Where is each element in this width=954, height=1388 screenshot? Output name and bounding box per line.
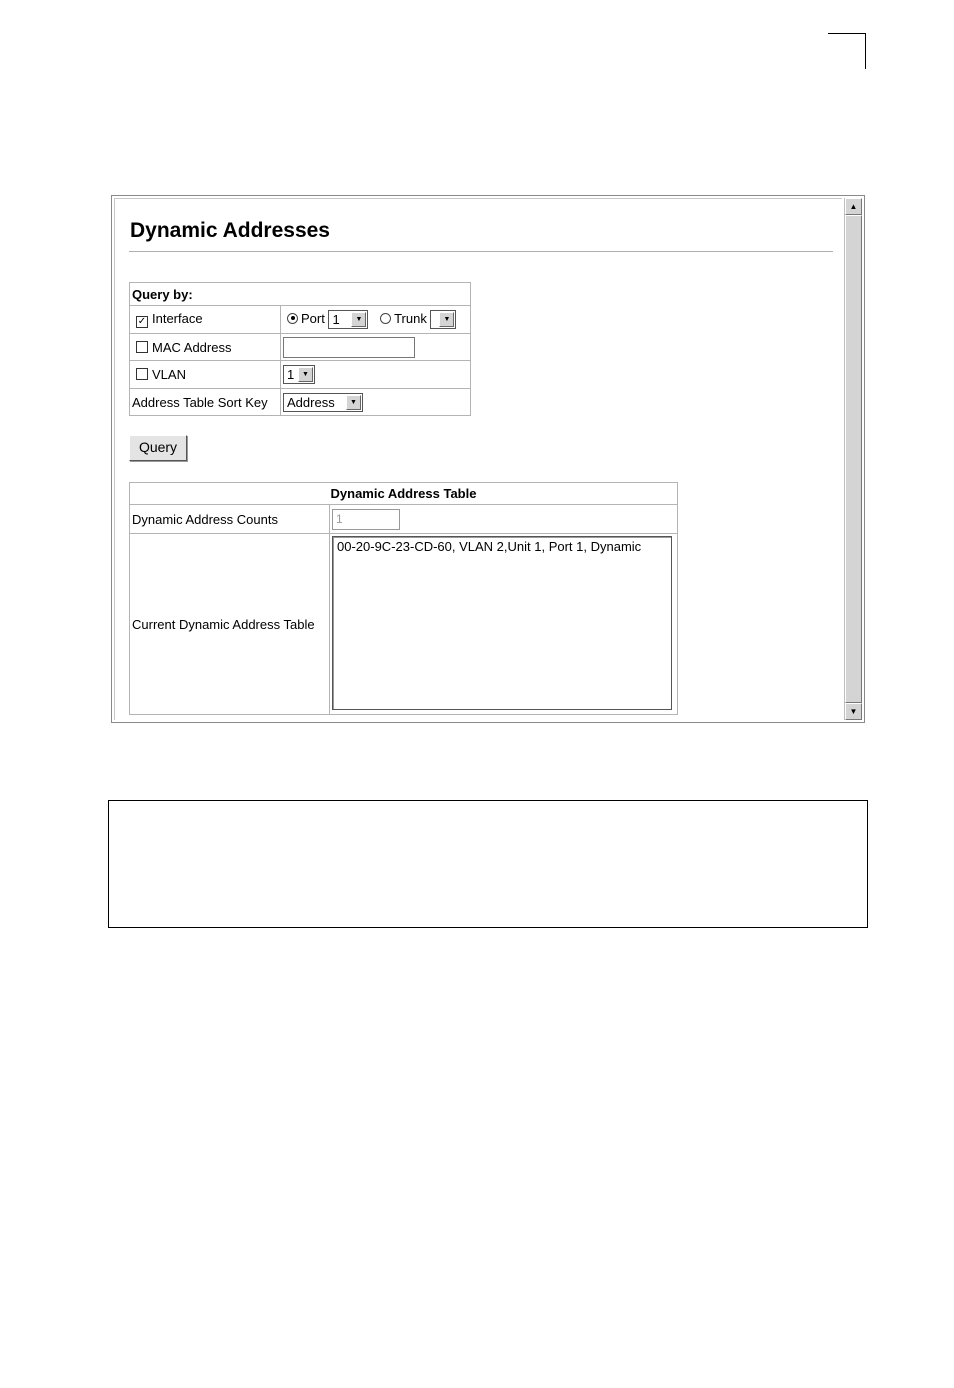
query-by-header: Query by:: [130, 283, 471, 306]
sort-key-label: Address Table Sort Key: [130, 389, 281, 416]
dynamic-address-table-header: Dynamic Address Table: [130, 483, 678, 505]
port-label: Port: [301, 310, 325, 326]
query-button[interactable]: Query: [129, 435, 187, 461]
mac-address-label: MAC Address: [152, 339, 232, 355]
port-select-value: 1: [332, 312, 340, 327]
dynamic-address-table: [129, 482, 678, 715]
chevron-down-icon: ▼: [346, 395, 361, 410]
address-listbox[interactable]: [332, 536, 672, 710]
vlan-checkbox[interactable]: [136, 368, 148, 380]
interface-label: Interface: [152, 311, 203, 326]
vlan-select-value: 1: [287, 367, 295, 382]
counts-label: Dynamic Address Counts: [130, 505, 330, 534]
vlan-select-cell: [281, 361, 471, 389]
mac-address-checkbox[interactable]: [136, 341, 148, 353]
mac-address-cell: [130, 334, 281, 361]
vlan-cell: [130, 361, 281, 389]
chevron-down-icon: ▼: [439, 312, 454, 327]
browser-window: [111, 195, 865, 723]
current-table-cell: [330, 534, 678, 715]
sort-key-select-value: Address: [287, 394, 335, 410]
caption-box: [108, 800, 868, 928]
trunk-radio[interactable]: [380, 313, 391, 324]
scroll-thumb[interactable]: [845, 215, 862, 703]
page-content: [114, 198, 842, 720]
down-arrow-icon[interactable]: ▼: [845, 703, 862, 720]
counts-cell: [330, 505, 678, 534]
up-arrow-icon[interactable]: ▲: [845, 198, 862, 215]
trunk-label: Trunk: [394, 310, 427, 326]
page-corner-mark: [828, 33, 866, 69]
interface-cell: [130, 306, 281, 334]
vlan-select[interactable]: [283, 365, 315, 384]
vlan-label: VLAN: [152, 367, 186, 382]
title-divider: [129, 251, 833, 252]
chevron-down-icon: ▼: [298, 367, 313, 382]
interface-checkbox[interactable]: ✓: [137, 316, 147, 327]
current-table-label: Current Dynamic Address Table: [130, 534, 330, 715]
port-select[interactable]: [328, 310, 368, 329]
sort-key-select-cell: [281, 389, 471, 416]
mac-address-input[interactable]: [283, 337, 415, 358]
chevron-down-icon: ▼: [351, 312, 366, 327]
query-table: [129, 282, 471, 416]
counts-field: 1: [332, 509, 400, 530]
trunk-select[interactable]: [430, 310, 456, 329]
sort-key-select[interactable]: [283, 393, 363, 412]
mac-address-input-cell: [281, 334, 471, 361]
vertical-scrollbar[interactable]: [844, 198, 862, 720]
page-title: Dynamic Addresses: [130, 219, 330, 242]
interface-options-cell: [281, 306, 471, 334]
port-radio[interactable]: [287, 313, 298, 324]
list-item[interactable]: 00-20-9C-23-CD-60, VLAN 2,Unit 1, Port 1, Dynamic: [337, 539, 642, 554]
